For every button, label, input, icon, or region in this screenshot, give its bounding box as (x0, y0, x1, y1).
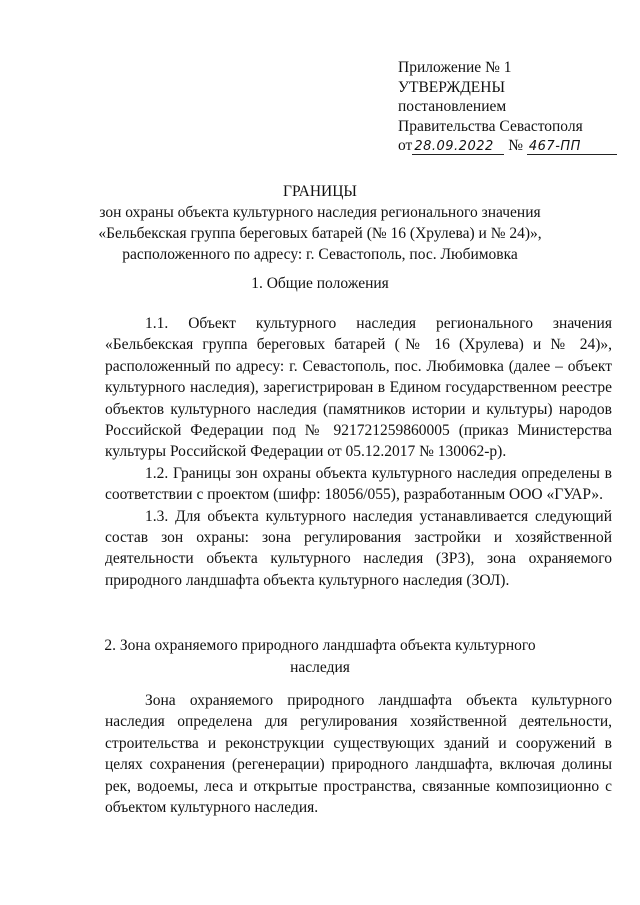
appendix-label: Приложение № 1 (398, 59, 512, 76)
section-2-heading (40, 635, 600, 679)
section-1-heading: 1. Общие положения (251, 275, 389, 292)
handwritten-number: 467-ПП (527, 139, 617, 155)
section-2-heading-line: наследия (290, 659, 350, 676)
section-2-heading-line: 2. Зона охраняемого природного ландшафта объекта культурного (104, 637, 536, 654)
document-subtitle (40, 202, 600, 265)
document-title: ГРАНИЦЫ (283, 183, 357, 200)
government-label: Правительства Севастополя (398, 117, 583, 135)
resolution-label: постановлением (398, 98, 507, 115)
paragraph-1-1: 1.1. Объект культурного наследия регионального значения «Бельбекская группа береговых батарей (№ 16 (Хрулева) и № 24)», расположенный по адресу: г. Севастополь, пос. Любимовка (далее – объект культурного наследия), зарегистрирован в Едином государственном реестре объектов культурного наследия (памятников истории и культуры) народов Российской Федерации под № 921721259860005 (приказ Министерства культуры Российской Федерации от 05.12.2017 № 130062-р). (105, 315, 612, 461)
handwritten-date: 28.09.2022 (412, 139, 504, 155)
approved-label: УТВЕРЖДЕНЫ (398, 78, 505, 96)
section-1-body (105, 313, 612, 591)
date-number-line (398, 136, 628, 156)
date-prefix: от (398, 137, 413, 154)
paragraph-2-1: Зона охраняемого природного ландшафта объекта культурного наследия определена для регулирования хозяйственной деятельности, строительства и реконструкции существующих зданий и сооружений в целях сохранения (регенерации) природного ландшафта, включая долины рек, водоемы, леса и открытые пространства, связанные композиционно с объектом культурного наследия. (105, 692, 612, 817)
paragraph-1-3: 1.3. Для объекта культурного наследия устанавливается следующий состав зон охраны: зона регулирования застройки и хозяйственной деятельности объекта культурного наследия (ЗРЗ), зона охраняемого природного ландшафта объекта культурного наследия (ЗОЛ). (105, 507, 612, 589)
subtitle-line: расположенного по адресу: г. Севастополь, пос. Любимовка (122, 246, 518, 263)
number-prefix: № (508, 137, 523, 154)
subtitle-line: «Бельбекская группа береговых батарей (№ 16 (Хрулева) и № 24)», (98, 225, 542, 242)
subtitle-line: зон охраны объекта культурного наследия регионального значения (99, 204, 541, 221)
approval-block (398, 58, 628, 156)
paragraph-1-2: 1.2. Границы зон охраны объекта культурного наследия определены в соответствии с проектом (шифр: 18056/055), разработанным ООО «ГУАР». (105, 464, 612, 504)
section-2-body (105, 690, 612, 818)
